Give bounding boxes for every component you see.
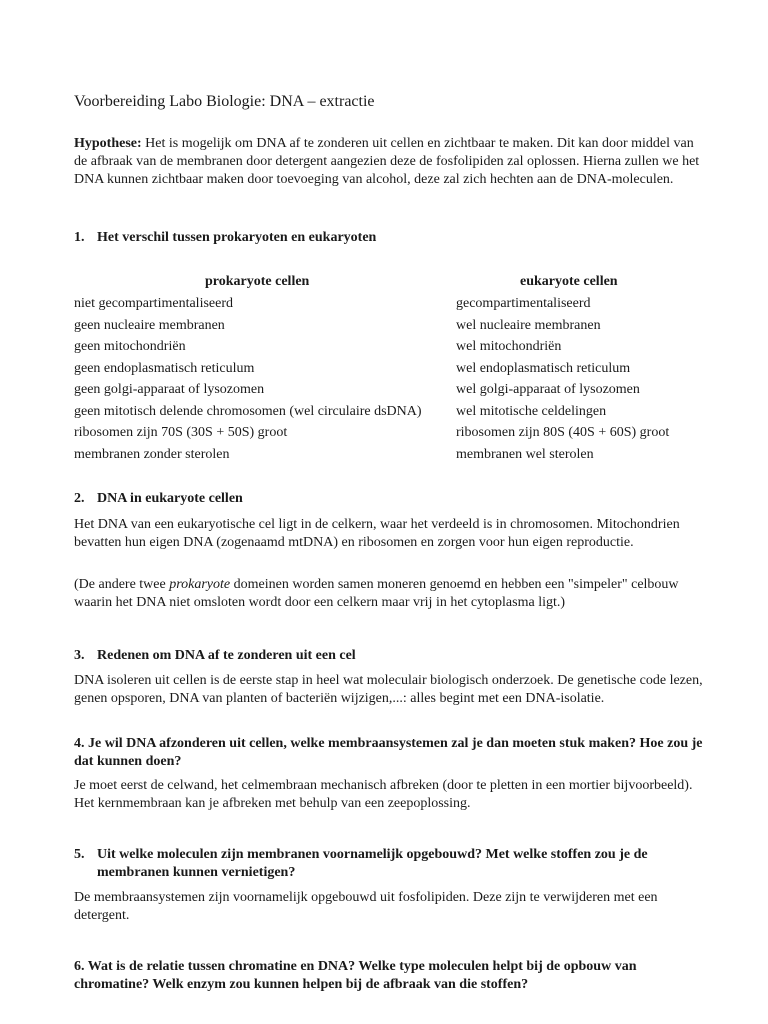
section-3-heading <box>74 647 356 665</box>
section-3-paragraph: DNA isoleren uit cellen is de eerste stap in heel wat moleculair biologisch onderzoek. De genetische code lezen, genen opsporen, DNA van planten of bacteriën wijzigen,...: alles begint met een DNA-isolatie. <box>74 673 703 706</box>
section-2-paragraph-1: Het DNA van een eukaryotische cel ligt in de celkern, waar het verdeeld is in chromosomen. Mitochondrien bevatten hun eigen DNA (zogenaamd mtDNA) en ribosomen en zorgen voor hun eigen reproductie. <box>74 517 680 550</box>
section-5-paragraph: De membraansystemen zijn voornamelijk opgebouwd uit fosfolipiden. Deze zijn te verwijderen met een detergent. <box>74 890 658 923</box>
eukaryote-cell: wel mitochondriën <box>456 339 562 354</box>
section-1-heading <box>74 229 376 247</box>
table-row <box>74 295 714 313</box>
eukaryote-cell: wel mitotische celdelingen <box>456 403 607 419</box>
prokaryote-cell: niet gecompartimentaliseerd <box>74 296 233 311</box>
eukaryote-cell: ribosomen zijn 80S (40S + 60S) groot <box>456 425 670 440</box>
prokaryote-cell: geen nucleaire membranen <box>74 317 225 333</box>
section-5-heading <box>74 846 714 882</box>
eukaryote-cell: wel endoplasmatisch reticulum <box>456 360 631 376</box>
eukaryote-cell: wel golgi-apparaat of lysozomen <box>456 382 640 397</box>
document-title: Voorbereiding Labo Biologie: DNA – extractie <box>74 93 375 110</box>
prokaryote-cell: geen mitotisch delende chromosomen (wel circulaire dsDNA) <box>74 403 422 419</box>
section-5-title: Uit welke moleculen zijn membranen voornamelijk opgebouwd? Met welke stoffen zou je de membranen kunnen vernietigen? <box>97 847 648 880</box>
prokaryote-cell: geen endoplasmatisch reticulum <box>74 360 255 376</box>
section-2-p2-end: domeinen worden samen moneren genoemd en hebben een "simpeler" celbouw waarin het DNA niet omsloten wordt door een celkern maar vrij in het cytoplasma ligt.) <box>74 577 679 610</box>
eukaryote-cell: membranen wel sterolen <box>456 446 594 462</box>
section-2-heading <box>74 490 243 508</box>
table-row <box>74 360 714 378</box>
section-3-title: Redenen om DNA af te zonderen uit een cel <box>97 648 356 663</box>
eukaryote-cell: gecompartimentaliseerd <box>456 296 591 311</box>
section-2-number: 2. <box>74 491 85 506</box>
section-1-number: 1. <box>74 230 85 245</box>
section-5-number: 5. <box>74 847 85 862</box>
table-row <box>74 403 714 421</box>
prokaryote-cell: ribosomen zijn 70S (30S + 50S) groot <box>74 425 288 440</box>
section-1-title: Het verschil tussen prokaryoten en eukaryoten <box>97 230 377 245</box>
section-4-paragraph: Je moet eerst de celwand, het celmembraan mechanisch afbreken (door te pletten in een mortier bijvoorbeeld). Het kernmembraan kan je afbreken met behulp van een zeepoplossing. <box>74 778 693 811</box>
hypothesis-label: Hypothese: <box>74 136 142 151</box>
section-4-heading: 4. Je wil DNA afzonderen uit cellen, welke membraansystemen zal je dan moeten stuk maken? Hoe zou je dat kunnen doen? <box>74 736 703 769</box>
prokaryote-cell: geen golgi-apparaat of lysozomen <box>74 382 265 397</box>
table-row <box>74 446 714 464</box>
hypothesis-text: Het is mogelijk om DNA af te zonderen uit cellen en zichtbaar te maken. Dit kan door middel van de afbraak van de membranen door detergent aangezien deze de fosfolipiden zal oplossen. Hierna zullen we het DNA kunnen zichtbaar maken door toevoeging van alcohol, deze zal zich hechten aan de DNA-moleculen. <box>74 136 700 187</box>
prokaryote-cell: geen mitochondriën <box>74 339 186 354</box>
section-2-paragraph-2 <box>74 576 704 612</box>
prokaryote-cell: membranen zonder sterolen <box>74 446 230 462</box>
table-row <box>74 424 714 442</box>
column-header-prokaryote: prokaryote cellen <box>205 274 310 289</box>
table-row <box>74 317 714 335</box>
table-row <box>74 381 714 399</box>
eukaryote-cell: wel nucleaire membranen <box>456 317 601 333</box>
section-2-p2-start: (De andere twee <box>74 577 170 592</box>
section-2-p2-italic: prokaryote <box>169 577 231 592</box>
section-2-title: DNA in eukaryote cellen <box>97 491 243 506</box>
section-6-heading: 6. Wat is de relatie tussen chromatine en DNA? Welke type moleculen helpt bij de opbouw van chromatine? Welk enzym zou kunnen helpen bij de afbraak van die stoffen? <box>74 959 637 992</box>
table-row <box>74 338 714 356</box>
column-header-eukaryote: eukaryote cellen <box>520 274 618 289</box>
hypothesis-paragraph <box>74 135 704 189</box>
section-3-number: 3. <box>74 648 85 663</box>
